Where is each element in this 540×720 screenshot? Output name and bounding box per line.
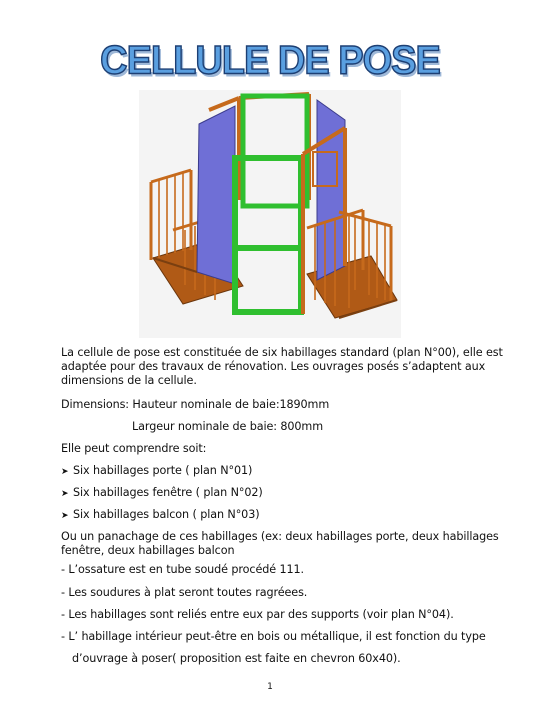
- spec-line: - Les soudures à plat seront toutes ragréees.: [61, 586, 308, 599]
- spec-line-continuation: d’ouvrage à poser( proposition est faite en chevron 60x40).: [72, 652, 401, 665]
- arrow-bullet-icon: ➤: [61, 467, 69, 477]
- list-item: ➤ Six habillages fenêtre ( plan N°02): [61, 486, 263, 499]
- mix-paragraph: Ou un panachage de ces habillages (ex: deux habillages porte, deux habillages fenêtre, deux habillages balcon: [61, 530, 499, 557]
- page-number: 1: [267, 682, 273, 692]
- page-title: CELLULE DE POSE: [100, 38, 440, 84]
- cell-drawing: [139, 90, 401, 338]
- arrow-bullet-icon: ➤: [61, 511, 69, 521]
- cell-illustration: [139, 90, 401, 338]
- dimension-height: Dimensions: Hauteur nominale de baie:1890mm: [61, 398, 330, 411]
- intro-paragraph: La cellule de pose est constituée de six habillages standard (plan N°00), elle est adaptée pour des travaux de rénovation. Les ouvrages posés s’adaptent aux dimensions de la cellule.: [61, 346, 503, 387]
- choice-intro: Elle peut comprendre soit:: [61, 442, 207, 455]
- spec-line: - Les habillages sont reliés entre eux par des supports (voir plan N°04).: [61, 608, 454, 621]
- arrow-bullet-icon: ➤: [61, 489, 69, 499]
- spec-line: - L’ habillage intérieur peut-être en bois ou métallique, il est fonction du type: [61, 630, 486, 643]
- dimension-width: Largeur nominale de baie: 800mm: [132, 420, 324, 433]
- spec-line: - L’ossature est en tube soudé procédé 111.: [61, 563, 304, 576]
- list-item: ➤ Six habillages porte ( plan N°01): [61, 464, 253, 477]
- list-item: ➤ Six habillages balcon ( plan N°03): [61, 508, 260, 521]
